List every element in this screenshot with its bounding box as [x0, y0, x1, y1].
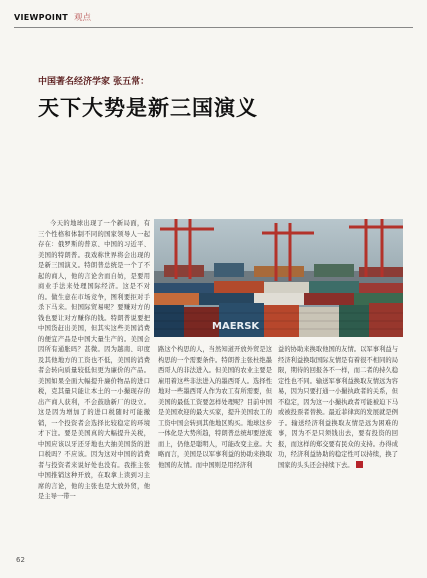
port-containers-photo — [154, 219, 403, 337]
body-text-col3-content: 益的协助来换取他国的友情。以军事利益与经济利益换取国际友情是有着很不相同的局限，期待的回报各不一样，而二者的持久稳定性也不同。输送军事利益换取友情远为容易，因为只要打通一小撮执政者的关系，但不稳定，因为这一小撮执政者可能被迫下马或被投票者替换。最近菲律宾的发展就是例子。输送经济利益换取友情是远为困难的事，因为不是只须钱出去，要有投资的回报，而这样的郑交要有民众的支持。办得成功，经济利益协助的稳定性可以持续，换了国家的头头还会持续下去。 — [278, 346, 398, 469]
body-text-col3 — [278, 345, 398, 471]
body-text-col1: 今天的地球出现了一个新局面，有三个性格和体制不同的国家领导人一起存在：俄罗斯的普京、中国的习近平、美国的特朗普。我戏称世界将会出现的是新三国演义。特朗普总统是一个了不起的商人，他的言论舍而自妨，是要用商业手法来处理国际经济。这是不对的。做生意在市场竞争，图利要拒对手杀下马来。但国际贸易呢？要赚对方的钱也要让对方赚你的钱。特朗普说要把中国货赶出美国，但其实这些美国消费的便宜产品是中国大量生产的。美国会因所有通胀吗？甚微。因为越南、印度及其他地方的工资也不低，美国的消费者会转向质量较低但更为廉价的产品。美国如果全面大幅提升廉价物品的进口税，克其量只能让本土的一小撮现存的出产商人获利，不会鼓励新厂的设立。这是因为增加了的进口税随时可能撤销，一个投资者会选择比较稳定的环境才下注。要是美国真的大幅提升关税，中国应该以牙还牙地也大抽美国货的进口税吗？不应该。因为这对中国的消费者与投资者来说好处也没有。我推主张中国推销这种开放，在取拿上读到习主席的言论，他的主张也是大放外贸，他是主导一带一 — [38, 220, 150, 500]
article-title: 天下大势是新三国演义 — [38, 95, 258, 120]
body-text-col2: 路这个构思的人，当然知道开放外贸是这构思的一个需要条件。特朗普主张杜绝墨西哥人的非法进入。但美国的农业主要是雇用着这些非法进入的墨西哥人。选择性地对一些墨西哥人作为农工有所需要，但美国的最低工资要怎样处理呢？目前中国是美国欢迎的最大买家，提升美国农工的工资中国会转到其他地区购买。地球这步一体化是大势所趋，特朗普总统却要逆流而上，仍他是聪明人，可能改变主意。大略而言，美国是以军事利益的协助来换取他国的友情。而中国则是用经济利 — [158, 346, 272, 469]
body-column-1 — [38, 219, 150, 554]
body-column-3 — [278, 345, 398, 555]
section-label: VIEWPOINT — [14, 12, 68, 22]
maersk-container-label: MAERSK — [212, 321, 260, 332]
section-label-cn: 观点 — [73, 13, 91, 23]
page-number: 62 — [16, 556, 25, 564]
article-kicker: 中国著名经济学家 张五常： — [38, 77, 150, 87]
body-column-2 — [158, 345, 272, 555]
photo-illustration — [154, 219, 403, 337]
article-end-icon — [356, 461, 363, 468]
section-header — [14, 10, 91, 24]
header-rule — [14, 27, 413, 28]
